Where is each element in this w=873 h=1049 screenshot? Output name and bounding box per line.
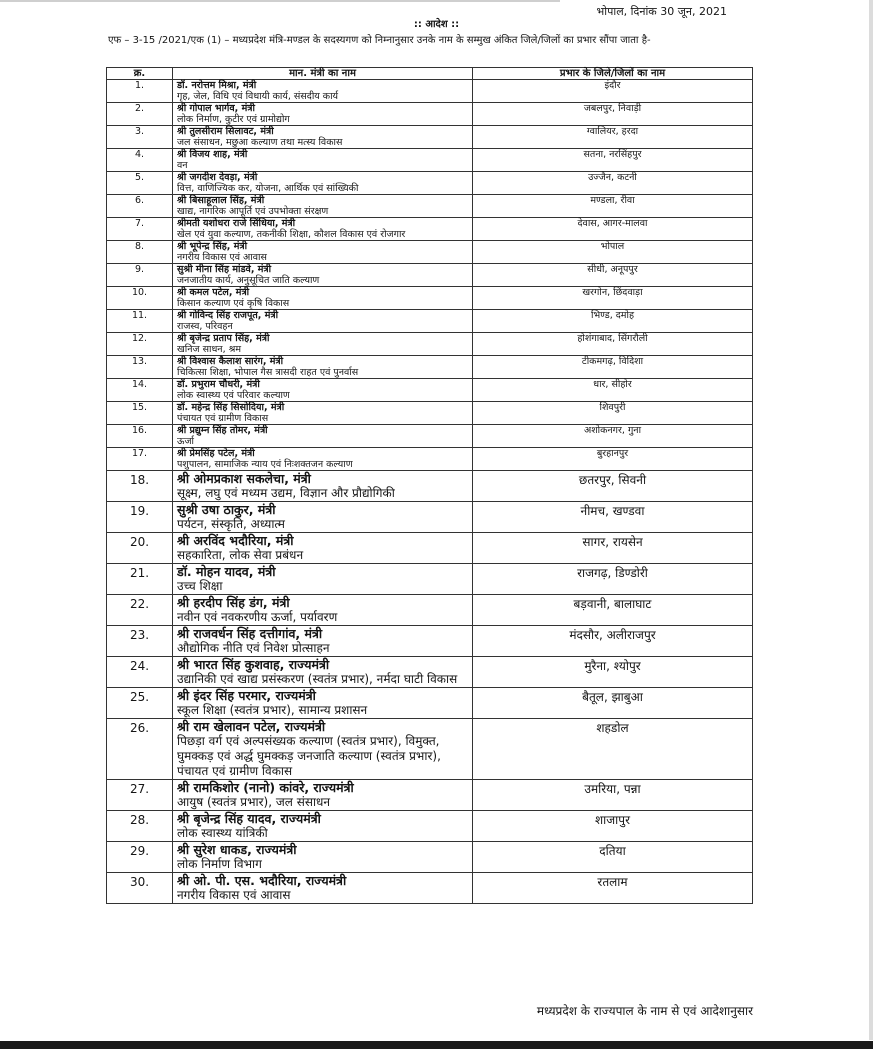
minister-departments: खेल एवं युवा कल्याण, तकनीकी शिक्षा, कौशल विकास एवं रोजगार	[177, 229, 406, 240]
row-minister-cell	[173, 719, 473, 780]
table-row	[107, 149, 753, 172]
row-districts: बड़वानी, बालाघाट	[473, 595, 753, 626]
table-row	[107, 103, 753, 126]
minister-name: श्री भूपेन्द्र सिंह, मंत्री	[177, 241, 248, 252]
minister-name: श्री राजवर्धन सिंह दत्तीगांव, मंत्री	[177, 626, 323, 641]
table-row	[107, 241, 753, 264]
minister-name: श्री तुलसीराम सिलावट, मंत्री	[177, 126, 274, 137]
row-serial: 3.	[107, 126, 173, 149]
minister-name: डॉ. प्रभुराम चौधरी, मंत्री	[177, 379, 260, 390]
minister-name: श्री बृजेन्द्र सिंह यादव, राज्यमंत्री	[177, 811, 321, 826]
row-districts: शाजापुर	[473, 811, 753, 842]
row-districts: अशोकनगर, गुना	[473, 425, 753, 448]
row-minister-cell	[173, 448, 473, 471]
row-districts: उमरिया, पन्ना	[473, 780, 753, 811]
table-row	[107, 80, 753, 103]
minister-departments: लोक स्वास्थ्य यांत्रिकी	[177, 826, 268, 840]
row-serial: 29.	[107, 842, 173, 873]
minister-name: श्री गोविन्द सिंह राजपूत, मंत्री	[177, 310, 279, 321]
table-row	[107, 873, 753, 904]
minister-departments: नवीन एवं नवकरणीय ऊर्जा, पर्यावरण	[177, 610, 338, 624]
row-serial: 16.	[107, 425, 173, 448]
row-minister-cell	[173, 149, 473, 172]
row-minister-cell	[173, 780, 473, 811]
row-minister-cell	[173, 873, 473, 904]
minister-name: श्री विजय शाह, मंत्री	[177, 149, 248, 160]
row-serial: 13.	[107, 356, 173, 379]
row-districts: भोपाल	[473, 241, 753, 264]
minister-name: डॉ. नरोत्तम मिश्रा, मंत्री	[177, 80, 257, 91]
minister-name: श्री विश्वास कैलाश सारंग, मंत्री	[177, 356, 284, 367]
minister-departments: गृह, जेल, विधि एवं विधायी कार्य, संसदीय कार्य	[177, 91, 339, 102]
table-row	[107, 719, 753, 780]
row-serial: 18.	[107, 471, 173, 502]
row-serial: 6.	[107, 195, 173, 218]
row-districts: दतिया	[473, 842, 753, 873]
row-districts: होशंगाबाद, सिंगरौली	[473, 333, 753, 356]
table-row	[107, 471, 753, 502]
right-edge-shade	[869, 0, 873, 1040]
row-serial: 24.	[107, 657, 173, 688]
row-districts: सागर, रायसेन	[473, 533, 753, 564]
minister-departments: वित्त, वाणिज्यिक कर, योजना, आर्थिक एवं सांख्यिकी	[177, 183, 359, 194]
minister-name: श्री हरदीप सिंह डंग, मंत्री	[177, 595, 290, 610]
table-body-top	[107, 80, 753, 471]
row-serial: 5.	[107, 172, 173, 195]
row-districts: देवास, आगर-मालवा	[473, 218, 753, 241]
row-minister-cell	[173, 657, 473, 688]
minister-name: श्री जगदीश देवड़ा, मंत्री	[177, 172, 258, 183]
row-minister-cell	[173, 103, 473, 126]
row-districts: राजगढ़, डिण्डोरी	[473, 564, 753, 595]
row-minister-cell	[173, 172, 473, 195]
minister-departments: पिछड़ा वर्ग एवं अल्पसंख्यक कल्याण (स्वतंत्र प्रभार), विमुक्त, घुमक्कड़ एवं अर्द्ध घुमक्कड़ जनजाति कल्याण (स्वतंत्र प्रभार), पंचायत एवं ग्रामीण विकास	[177, 734, 441, 778]
row-districts: बुरहानपुर	[473, 448, 753, 471]
table-row	[107, 780, 753, 811]
table-row	[107, 264, 753, 287]
row-minister-cell	[173, 842, 473, 873]
minister-name: श्रीमती यशोधरा राजे सिंधिया, मंत्री	[177, 218, 296, 229]
row-minister-cell	[173, 626, 473, 657]
row-minister-cell	[173, 241, 473, 264]
row-minister-cell	[173, 80, 473, 103]
row-districts: खरगोन, छिंदवाड़ा	[473, 287, 753, 310]
table-row	[107, 657, 753, 688]
minister-departments: लोक निर्माण, कुटीर एवं ग्रामोद्योग	[177, 114, 290, 125]
row-districts: सतना, नरसिंहपुर	[473, 149, 753, 172]
table-row	[107, 218, 753, 241]
column-header-districts: प्रभार के जिले/जिलों का नाम	[473, 68, 753, 80]
minister-name: श्री कमल पटेल, मंत्री	[177, 287, 250, 298]
minister-departments: उच्च शिक्षा	[177, 579, 223, 593]
signature-line: मध्यप्रदेश के राज्यपाल के नाम से एवं आदेशानुसार	[536, 1004, 753, 1018]
row-districts: इंदौर	[473, 80, 753, 103]
row-minister-cell	[173, 379, 473, 402]
minister-name: श्री गोपाल भार्गव, मंत्री	[177, 103, 255, 114]
row-serial: 30.	[107, 873, 173, 904]
table-row	[107, 310, 753, 333]
row-minister-cell	[173, 811, 473, 842]
row-serial: 19.	[107, 502, 173, 533]
row-minister-cell	[173, 402, 473, 425]
minister-departments: किसान कल्याण एवं कृषि विकास	[177, 298, 290, 309]
minister-departments: औद्योगिक नीति एवं निवेश प्रोत्साहन	[177, 641, 330, 655]
table-row	[107, 172, 753, 195]
row-districts: छतरपुर, सिवनी	[473, 471, 753, 502]
minister-departments: पशुपालन, सामाजिक न्याय एवं निःशक्तजन कल्याण	[177, 459, 353, 470]
row-districts: रतलाम	[473, 873, 753, 904]
minister-departments: जल संसाधन, मछुआ कल्याण तथा मत्स्य विकास	[177, 137, 343, 148]
row-minister-cell	[173, 287, 473, 310]
row-districts: ग्वालियर, हरदा	[473, 126, 753, 149]
row-districts: भिण्ड, दमोह	[473, 310, 753, 333]
row-minister-cell	[173, 425, 473, 448]
table-row	[107, 448, 753, 471]
row-serial: 26.	[107, 719, 173, 780]
minister-departments: खनिज साधन, श्रम	[177, 344, 242, 355]
minister-departments: सहकारिता, लोक सेवा प्रबंधन	[177, 548, 304, 562]
minister-departments: स्कूल शिक्षा (स्वतंत्र प्रभार), सामान्य प्रशासन	[177, 703, 368, 717]
minister-name: श्री अरविंद भदौरिया, मंत्री	[177, 533, 294, 548]
row-serial: 11.	[107, 310, 173, 333]
row-districts: उज्जैन, कटनी	[473, 172, 753, 195]
minister-name: डॉ. मोहन यादव, मंत्री	[177, 564, 276, 579]
row-minister-cell	[173, 356, 473, 379]
order-title: :: आदेश ::	[413, 19, 460, 30]
minister-name: श्री राम खेलावन पटेल, राज्यमंत्री	[177, 719, 326, 734]
minister-name: डॉ. महेन्द्र सिंह सिसोदिया, मंत्री	[177, 402, 285, 413]
table-row	[107, 195, 753, 218]
row-serial: 20.	[107, 533, 173, 564]
row-minister-cell	[173, 195, 473, 218]
minister-name: श्री बिसाहूलाल सिंह, मंत्री	[177, 195, 265, 206]
minister-departments: वन	[177, 160, 188, 171]
intro-paragraph: एफ – 3-15 /2021/एक (1) – मध्यप्रदेश मंत्रि-मण्डल के सदस्यगण को निम्नानुसार उनके नाम के सम्मुख अंकित जिले/जिलों का प्रभार सौंपा जाता है-	[108, 35, 651, 46]
minister-name: श्री प्रद्युम्न सिंह तोमर, मंत्री	[177, 425, 268, 436]
table-row	[107, 402, 753, 425]
minister-departments: ऊर्जा	[177, 436, 194, 447]
row-minister-cell	[173, 126, 473, 149]
minister-name: श्री रामकिशोर (नानो) कांवरे, राज्यमंत्री	[177, 780, 354, 795]
row-minister-cell	[173, 502, 473, 533]
row-districts: धार, सीहोर	[473, 379, 753, 402]
table-row	[107, 688, 753, 719]
row-districts: टीकमगढ़, विदिशा	[473, 356, 753, 379]
minister-name: श्री बृजेन्द्र प्रताप सिंह, मंत्री	[177, 333, 270, 344]
row-minister-cell	[173, 333, 473, 356]
table-row	[107, 842, 753, 873]
minister-departments: पंचायत एवं ग्रामीण विकास	[177, 413, 269, 424]
minister-departments: उद्यानिकी एवं खाद्य प्रसंस्करण (स्वतंत्र प्रभार), नर्मदा घाटी विकास	[177, 672, 458, 686]
row-serial: 1.	[107, 80, 173, 103]
minister-name: श्री प्रेमसिंह पटेल, मंत्री	[177, 448, 255, 459]
row-serial: 23.	[107, 626, 173, 657]
row-minister-cell	[173, 218, 473, 241]
table-row	[107, 379, 753, 402]
table-row	[107, 126, 753, 149]
minister-name: सुश्री उषा ठाकुर, मंत्री	[177, 502, 276, 517]
minister-name: श्री ओमप्रकाश सकलेचा, मंत्री	[177, 471, 311, 486]
row-serial: 4.	[107, 149, 173, 172]
column-header-minister: मान. मंत्री का नाम	[173, 68, 473, 80]
row-serial: 2.	[107, 103, 173, 126]
bottom-bar	[0, 1041, 873, 1049]
top-edge-line	[0, 0, 560, 2]
table-row	[107, 533, 753, 564]
minister-name: श्री भारत सिंह कुशवाह, राज्यमंत्री	[177, 657, 330, 672]
row-districts: मंदसौर, अलीराजपुर	[473, 626, 753, 657]
table-row	[107, 287, 753, 310]
row-serial: 10.	[107, 287, 173, 310]
minister-departments: नगरीय विकास एवं आवास	[177, 888, 291, 902]
row-serial: 14.	[107, 379, 173, 402]
row-districts: बैतूल, झाबुआ	[473, 688, 753, 719]
row-districts: जबलपुर, निवाड़ी	[473, 103, 753, 126]
row-minister-cell	[173, 264, 473, 287]
minister-departments: सूक्ष्म, लघु एवं मध्यम उद्यम, विज्ञान और प्रौद्योगिकी	[177, 486, 395, 500]
row-serial: 22.	[107, 595, 173, 626]
row-minister-cell	[173, 564, 473, 595]
row-minister-cell	[173, 310, 473, 333]
minister-name: सुश्री मीना सिंह मांडवे, मंत्री	[177, 264, 272, 275]
minister-departments: लोक निर्माण विभाग	[177, 857, 262, 871]
minister-district-table	[106, 67, 753, 904]
minister-name: श्री ओ. पी. एस. भदौरिया, राज्यमंत्री	[177, 873, 347, 888]
table-header-row	[107, 68, 753, 80]
table-row	[107, 356, 753, 379]
table-row	[107, 811, 753, 842]
row-serial: 21.	[107, 564, 173, 595]
row-serial: 28.	[107, 811, 173, 842]
table-row	[107, 595, 753, 626]
row-minister-cell	[173, 533, 473, 564]
dateline: भोपाल, दिनांक 30 जून, 2021	[596, 5, 727, 18]
minister-departments: नगरीय विकास एवं आवास	[177, 252, 267, 263]
row-serial: 7.	[107, 218, 173, 241]
minister-departments: राजस्व, परिवहन	[177, 321, 233, 332]
table-row	[107, 333, 753, 356]
minister-name: श्री इंदर सिंह परमार, राज्यमंत्री	[177, 688, 316, 703]
minister-name: श्री सुरेश धाकड, राज्यमंत्री	[177, 842, 297, 857]
minister-departments: जनजातीय कार्य, अनुसूचित जाति कल्याण	[177, 275, 320, 286]
column-header-serial: क्र.	[107, 68, 173, 80]
table-row	[107, 502, 753, 533]
row-serial: 15.	[107, 402, 173, 425]
row-minister-cell	[173, 471, 473, 502]
table-body-bottom	[107, 471, 753, 904]
row-districts: मुरैना, श्योपुर	[473, 657, 753, 688]
minister-departments: चिकित्सा शिक्षा, भोपाल गैस त्रासदी राहत एवं पुनर्वास	[177, 367, 359, 378]
table-row	[107, 564, 753, 595]
minister-departments: खाद्य, नागरिक आपूर्ति एवं उपभोक्ता संरक्षण	[177, 206, 329, 217]
row-districts: मण्डला, रीवा	[473, 195, 753, 218]
row-minister-cell	[173, 595, 473, 626]
row-minister-cell	[173, 688, 473, 719]
row-districts: शहडोल	[473, 719, 753, 780]
row-serial: 27.	[107, 780, 173, 811]
row-serial: 17.	[107, 448, 173, 471]
row-serial: 25.	[107, 688, 173, 719]
row-districts: सीधी, अनूपपुर	[473, 264, 753, 287]
row-serial: 12.	[107, 333, 173, 356]
table-row	[107, 425, 753, 448]
minister-departments: पर्यटन, संस्कृति, अध्यात्म	[177, 517, 285, 531]
minister-departments: आयुष (स्वतंत्र प्रभार), जल संसाधन	[177, 795, 331, 809]
row-serial: 8.	[107, 241, 173, 264]
row-districts: नीमच, खण्डवा	[473, 502, 753, 533]
minister-departments: लोक स्वास्थ्य एवं परिवार कल्याण	[177, 390, 290, 401]
table-row	[107, 626, 753, 657]
row-serial: 9.	[107, 264, 173, 287]
row-districts: शिवपुरी	[473, 402, 753, 425]
